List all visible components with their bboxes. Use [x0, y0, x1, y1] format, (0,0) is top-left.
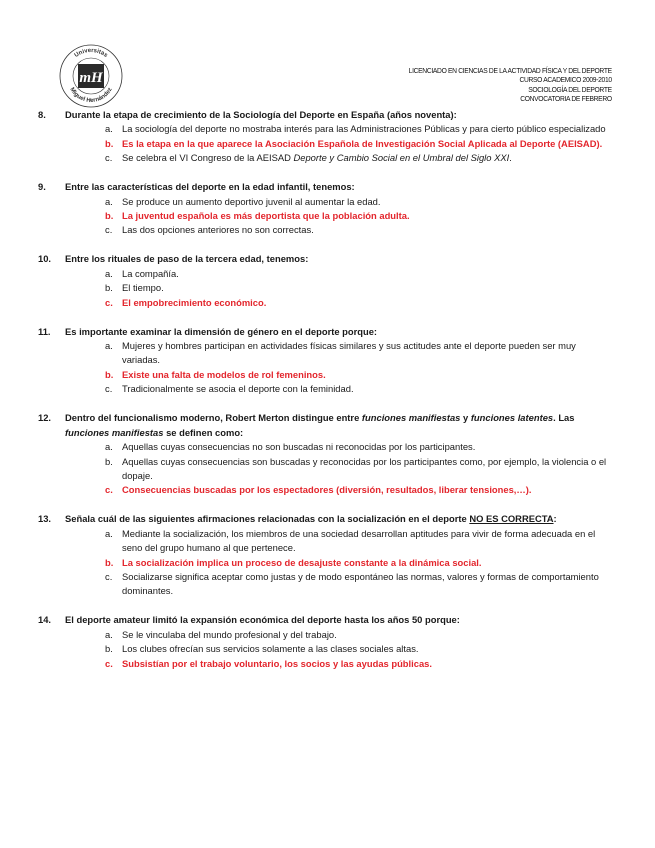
option-letter: a.	[105, 527, 113, 539]
option-text-part: La juventud española es más deportista que la población adulta.	[122, 210, 410, 222]
answer-option	[38, 455, 613, 484]
header-exam-session: CONVOCATORIA DE FEBRERO	[520, 94, 612, 104]
option-text	[122, 297, 266, 308]
question-number: 11.	[38, 325, 51, 337]
question-text	[65, 253, 308, 264]
option-text-part: Se le vinculaba del mundo profesional y del trabajo.	[122, 628, 337, 640]
question-number: 8.	[38, 109, 46, 120]
question-stem	[38, 252, 613, 266]
question-text	[65, 412, 575, 437]
option-text	[122, 528, 595, 553]
question-text-part: se definen como:	[163, 426, 244, 438]
option-text-part: La compañía.	[122, 267, 179, 279]
option-text-part: Se produce un aumento deportivo juvenil al aumentar la edad.	[122, 195, 381, 207]
question-text-part: y	[460, 412, 471, 424]
option-letter: a.	[105, 340, 113, 352]
question-text	[65, 326, 377, 337]
option-letter: b.	[105, 643, 113, 655]
answer-option	[38, 195, 613, 209]
option-letter: a.	[105, 267, 113, 279]
option-text-part: El empobrecimiento económico.	[122, 296, 267, 308]
option-text-part: El tiempo.	[122, 282, 164, 294]
svg-text:Miguel Hernández	[68, 87, 113, 104]
option-letter: c.	[105, 383, 113, 395]
option-letter: a.	[105, 628, 113, 640]
answer-options	[38, 628, 613, 671]
option-letter: a.	[105, 441, 113, 453]
option-text	[122, 484, 532, 495]
question-text-part: . Las	[553, 412, 575, 424]
question-number: 12.	[38, 412, 52, 424]
answer-option	[38, 440, 613, 454]
answer-option	[38, 281, 613, 295]
answer-option	[38, 267, 613, 281]
question-number: 13.	[38, 513, 52, 525]
question-stem	[38, 108, 613, 122]
header-subject: SOCIOLOGÍA DEL DEPORTE	[528, 84, 612, 94]
question-text-italic: funciones manifiestas	[361, 412, 461, 424]
option-text-part: La socialización implica un proceso de desajuste constante a la dinámica social.	[122, 556, 482, 568]
question-text-italic: funciones manifiestas	[65, 426, 164, 438]
option-letter: b.	[105, 282, 113, 294]
option-letter: a.	[105, 195, 113, 207]
option-text	[122, 643, 419, 654]
option-text-part: Tradicionalmente se asocia el deporte con la feminidad.	[122, 383, 354, 395]
question-text-part: Dentro del funcionalismo moderno, Robert Merton distingue entre	[65, 412, 362, 424]
logo-arc-top: Universitas	[73, 47, 109, 59]
option-text	[122, 282, 164, 293]
answer-option	[38, 527, 613, 556]
option-text	[122, 268, 179, 279]
question	[38, 325, 613, 397]
option-text-part: La sociología del deporte no mostraba interés para las Administraciones Públicas y para cierto público especializado	[122, 123, 606, 135]
question-text-part: Durante la etapa de crecimiento de la Sociología del Deporte en España (años noventa):	[65, 109, 457, 120]
logo-mark: mH	[79, 70, 103, 86]
option-text-part: Aquellas cuyas consecuencias no son buscadas ni reconocidas por los participantes.	[122, 441, 476, 453]
question-text-end: :	[553, 513, 557, 525]
option-text-part: Subsistían por el trabajo voluntario, los socios y las ayudas públicas.	[122, 657, 432, 669]
option-text	[122, 369, 326, 380]
answer-options	[38, 267, 613, 310]
option-text-part: Los clubes ofrecían sus servicios solamente a las clases sociales altas.	[122, 643, 419, 655]
option-text	[122, 456, 606, 481]
option-text	[122, 138, 602, 149]
answer-option-correct	[38, 137, 613, 151]
question-text	[65, 109, 457, 120]
question-text-part: Entre las características del deporte en la edad infantil, tenemos:	[65, 181, 355, 193]
answer-option-correct	[38, 556, 613, 570]
question-emphasis: NO ES CORRECTA	[469, 513, 554, 525]
option-text	[122, 658, 432, 669]
option-letter: c.	[105, 296, 113, 308]
question	[38, 512, 613, 598]
question	[38, 411, 613, 497]
question-stem	[38, 613, 613, 627]
svg-text:Universitas	[74, 48, 109, 59]
option-text	[122, 152, 512, 163]
answer-option	[38, 223, 613, 237]
answer-options	[38, 339, 613, 397]
question-text-part: Entre los rituales de paso de la tercera edad, tenemos:	[65, 253, 309, 265]
question-text	[65, 181, 355, 192]
option-text-part: Socializarse significa aceptar como justas y de modo espontáneo las normas, valores y formas de comportamiento dominantes.	[122, 570, 599, 597]
logo-arc-bottom: Miguel Hernández	[68, 86, 114, 105]
option-letter: a.	[105, 123, 113, 135]
option-letter: b.	[105, 556, 114, 568]
question-text	[65, 614, 460, 625]
answer-option-correct	[38, 483, 613, 497]
question-stem	[38, 180, 613, 194]
option-letter: b.	[105, 455, 113, 467]
option-text	[122, 557, 482, 568]
answer-options	[38, 122, 613, 165]
option-letter: b.	[105, 210, 114, 222]
answer-option	[38, 382, 613, 396]
option-text-end: .	[509, 152, 512, 164]
question-number: 9.	[38, 181, 46, 193]
question-text-part: Señala cuál de las siguientes afirmaciones relacionadas con la socialización en el deporte	[65, 513, 470, 525]
question-text-part: Es importante examinar la dimensión de género en el deporte porque:	[65, 325, 378, 337]
option-letter: c.	[105, 484, 113, 496]
answer-option	[38, 122, 613, 136]
option-text	[122, 196, 381, 207]
university-logo	[58, 43, 124, 109]
option-text	[122, 441, 475, 452]
question	[38, 252, 613, 310]
question-text-italic: funciones latentes	[470, 412, 554, 424]
option-letter: b.	[105, 368, 114, 380]
question-stem	[38, 325, 613, 339]
answer-option	[38, 339, 613, 368]
option-text	[122, 629, 337, 640]
option-letter: c.	[105, 657, 113, 669]
option-text	[122, 340, 576, 365]
answer-option-correct	[38, 657, 613, 671]
answer-options	[38, 195, 613, 238]
question-text	[65, 513, 557, 524]
question-stem	[38, 411, 613, 440]
option-letter: c.	[105, 570, 113, 582]
option-text	[122, 383, 354, 394]
answer-option	[38, 642, 613, 656]
question	[38, 180, 613, 238]
university-seal-icon	[58, 43, 124, 109]
question	[38, 613, 613, 671]
question-text-part: El deporte amateur limitó la expansión económica del deporte hasta los años 50 porque:	[65, 614, 460, 626]
option-text-part: Las dos opciones anteriores no son correctas.	[122, 224, 314, 236]
document-header	[409, 66, 612, 104]
answer-option-correct	[38, 368, 613, 382]
question	[38, 108, 613, 166]
option-text-part: Mujeres y hombres participan en actividades físicas similares y sus actitudes ante el deporte pueden ser muy variadas.	[122, 340, 576, 366]
option-letter: c.	[105, 152, 113, 164]
option-text-part: Se celebra el VI Congreso de la AEISAD	[122, 152, 291, 164]
answer-options	[38, 440, 613, 498]
option-text-part: Es la etapa en la que aparece la Asociación Española de Investigación Social Aplicada al Deporte (AEISAD).	[122, 137, 603, 149]
answer-option-correct	[38, 296, 613, 310]
option-text-part: Aquellas cuyas consecuencias son buscadas y reconocidas por los participantes como, por ejemplo, la violencia o el dopaje.	[122, 455, 607, 481]
option-text-part: Mediante la socialización, los miembros de una sociedad desarrollan aptitudes para vivir de forma adecuada en el seno del grupo humano al que pertenece.	[122, 527, 596, 554]
option-text	[122, 571, 599, 596]
answer-option	[38, 151, 613, 165]
option-text	[122, 123, 606, 134]
option-text-part: Consecuencias buscadas por los espectadores (diversión, resultados, liberar tensiones,…).	[122, 484, 532, 496]
question-list	[38, 108, 613, 686]
answer-option	[38, 628, 613, 642]
question-stem	[38, 512, 613, 526]
option-letter: c.	[105, 224, 113, 236]
option-text	[122, 224, 314, 235]
option-text-part: Existe una falta de modelos de rol femeninos.	[122, 368, 326, 380]
header-academic-year: CURSO ACADEMICO 2009-2010	[519, 75, 612, 85]
question-number: 10.	[38, 253, 52, 265]
option-text	[122, 210, 410, 221]
option-letter: b.	[105, 137, 114, 149]
answer-option	[38, 570, 613, 599]
option-text-italic: Deporte y Cambio Social en el Umbral del Siglo XXI	[293, 152, 510, 164]
header-degree: LICENCIADO EN CIENCIAS DE LA ACTIVIDAD FÍSICA Y DEL DEPORTE	[408, 66, 612, 75]
answer-option-correct	[38, 209, 613, 223]
answer-options	[38, 527, 613, 599]
question-number: 14.	[38, 614, 52, 626]
